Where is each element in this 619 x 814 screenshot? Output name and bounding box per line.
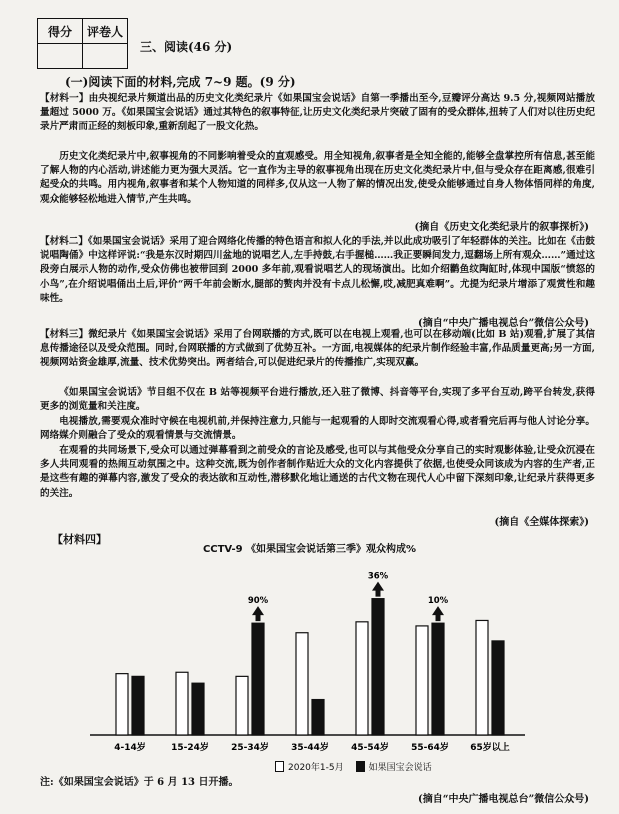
legend-swatch-show [356, 761, 365, 772]
annotation-arrow-2 [432, 606, 444, 621]
question-instruction: (一)阅读下面的材料,完成 7~9 题。(9 分) [65, 75, 296, 89]
bar-2020-5 [416, 626, 428, 735]
chart-title: CCTV-9 《如果国宝会说话第三季》观众构成% [202, 544, 417, 555]
x-tick-label-2: 25-34岁 [231, 743, 269, 753]
bar-2020-6 [476, 620, 488, 735]
material-three-paragraph-2: 《如果国宝会说话》节目组不仅在 B 站等视频平台进行播放,还入驻了微博、抖音等平台,实现了多平台互动,跨平台转发,获得更多的浏览量和关注度。 [40, 387, 595, 413]
score-box [37, 18, 128, 69]
annotation-arrow-1 [372, 582, 384, 597]
bar-show-6 [492, 641, 504, 735]
bar-show-5 [432, 623, 444, 735]
material-three-paragraph-4: 在观看的共同场景下,受众可以通过弹幕看到之前受众的言论及感受,也可以与其他受众分享自己的实时观影体验,让受众沉浸在多人共同观看的热闹互动氛围之中。这种交流,既为创作者制作贴近大众的文化内容提供了依据,也使受众同该成为内容的生产者,正是这些有趣的弹幕内容,激发了受众的表达欲和互动性,潜移默化地让通送的古代文物在现代人心中留下深刻印象,让纪录片获得更多的关注。 [40, 445, 595, 499]
bar-show-2 [252, 623, 264, 735]
grader-cell [83, 44, 128, 69]
bar-show-1 [192, 683, 204, 735]
bar-2020-3 [296, 633, 308, 735]
bar-2020-4 [356, 622, 368, 735]
x-tick-label-0: 4-14岁 [114, 743, 146, 753]
annotation-arrow-0 [252, 606, 264, 621]
x-tick-label-6: 65岁以上 [470, 743, 510, 753]
bar-show-0 [132, 676, 144, 735]
material-two-paragraph: 【材料二】《如果国宝会说话》采用了迎合网络化传播的特色语言和拟人化的手法,并以此成功吸引了年轻群体的关注。比如在《击鼓说唱陶俑》中这样评说:“我是东汉时期四川盆地的说唱艺人,左手持鼓,右手握槌……我正要瞬间发力,逗翻场上所有观众……”通过这段旁白展示人物的动作,受众仿佛也被带回到 2000 多年前,观看说唱艺人的现场演出。比如介绍鹳鱼纹陶缸时,体现中国版“愤怒的小鸟”,在介绍说唱俑出土后,评价“两千年前会断水,腿部的赘肉并没有卡点儿松懈,哎,减肥真难啊”。尤提为纪录片增添了观赏性和趣味性。 [40, 236, 595, 304]
score-header: 得分 [38, 19, 83, 44]
material-four-label: 【材料四】 [52, 533, 107, 546]
annotation-label-2: 10% [427, 596, 449, 607]
annotation-label-0: 90% [247, 596, 269, 607]
bar-show-4 [372, 599, 384, 735]
bar-2020-1 [176, 672, 188, 735]
bar-show-3 [312, 700, 324, 735]
audience-composition-chart [0, 550, 619, 760]
material-one-paragraph-1: 【材料一】由央视纪录片频道出品的历史文化类纪录片《如果国宝会说话》自第一季播出至今,豆瓣评分高达 9.5 分,视频网站播放量超过 5000 万。《如果国宝会说话》通过其特色的叙事特征,让历史文化类纪录片突破了固有的受众群体,扭转了人们对以往历史纪录片严肃而正经的刻板印象,重新刮起了一股文化热。 [40, 93, 595, 133]
material-one-paragraph-2: 历史文化类纪录片中,叙事视角的不同影响着受众的直观感受。用全知视角,叙事者是全知全能的,能够全盘掌控所有信息,甚至能了解人物的内心活动,讲述能力更为强大灵活。它一直作为主导的叙事视角出现在历史文化类纪录片中,但与受众存在距离感,很难引起受众的共鸣。用内视角,叙事者和某个人物知道的同样多,仅从这一人物了解的情况出发,使受众能够通过自身人物体悟同样的角度,观众能够轻松地进入情节,产生共鸣。 [40, 151, 595, 205]
legend-label-show: 如果国宝会说话 [368, 763, 432, 773]
legend-swatch-2020 [275, 761, 284, 772]
material-two-source: (摘自“中央广播电视总台”微信公众号) [418, 318, 589, 329]
score-cell [38, 44, 83, 69]
chart-legend [275, 760, 432, 773]
chart-source: (摘自“中央广播电视总台”微信公众号) [418, 794, 589, 805]
x-tick-label-1: 15-24岁 [171, 743, 209, 753]
x-tick-label-3: 35-44岁 [291, 743, 329, 753]
material-three-paragraph-1: 【材料三】微纪录片《如果国宝会说话》采用了台网联播的方式,既可以在电视上观看,也可以在移动端(比如 B 站)观看,扩展了其信息传播途径以及受众范围。同时,台网联播的方式做到了优势互补。一方面,电视媒体的纪录片制作经验丰富,作品质量更高;另一方面,视频网站资金雄厚,流量、技术优势突出。两者结合,可以促进纪录片的传播推广,实现双赢。 [40, 329, 595, 369]
section-title: 三、阅读(46 分) [140, 40, 233, 54]
material-three-source: (摘自《全媒体探索》) [494, 517, 589, 528]
annotation-label-1: 36% [367, 571, 389, 582]
x-tick-label-5: 55-64岁 [411, 743, 449, 753]
chart-note: 注:《如果国宝会说话》于 6 月 13 日开播。 [40, 777, 239, 788]
material-three-paragraph-3: 电视播放,需要观众准时守候在电视机前,并保持注意力,只能与一起观看的人即时交流观看心得,或者看完后再与他人讨论分享。网络媒介则融合了受众的观看情景与交流情景。 [40, 416, 595, 442]
grader-header: 评卷人 [83, 19, 128, 44]
material-one-source: (摘自《历史文化类纪录片的叙事探析》) [414, 222, 589, 233]
bar-2020-2 [236, 676, 248, 735]
legend-label-2020: 2020年1-5月 [288, 763, 344, 773]
bar-2020-0 [116, 674, 128, 735]
x-tick-label-4: 45-54岁 [351, 743, 389, 753]
